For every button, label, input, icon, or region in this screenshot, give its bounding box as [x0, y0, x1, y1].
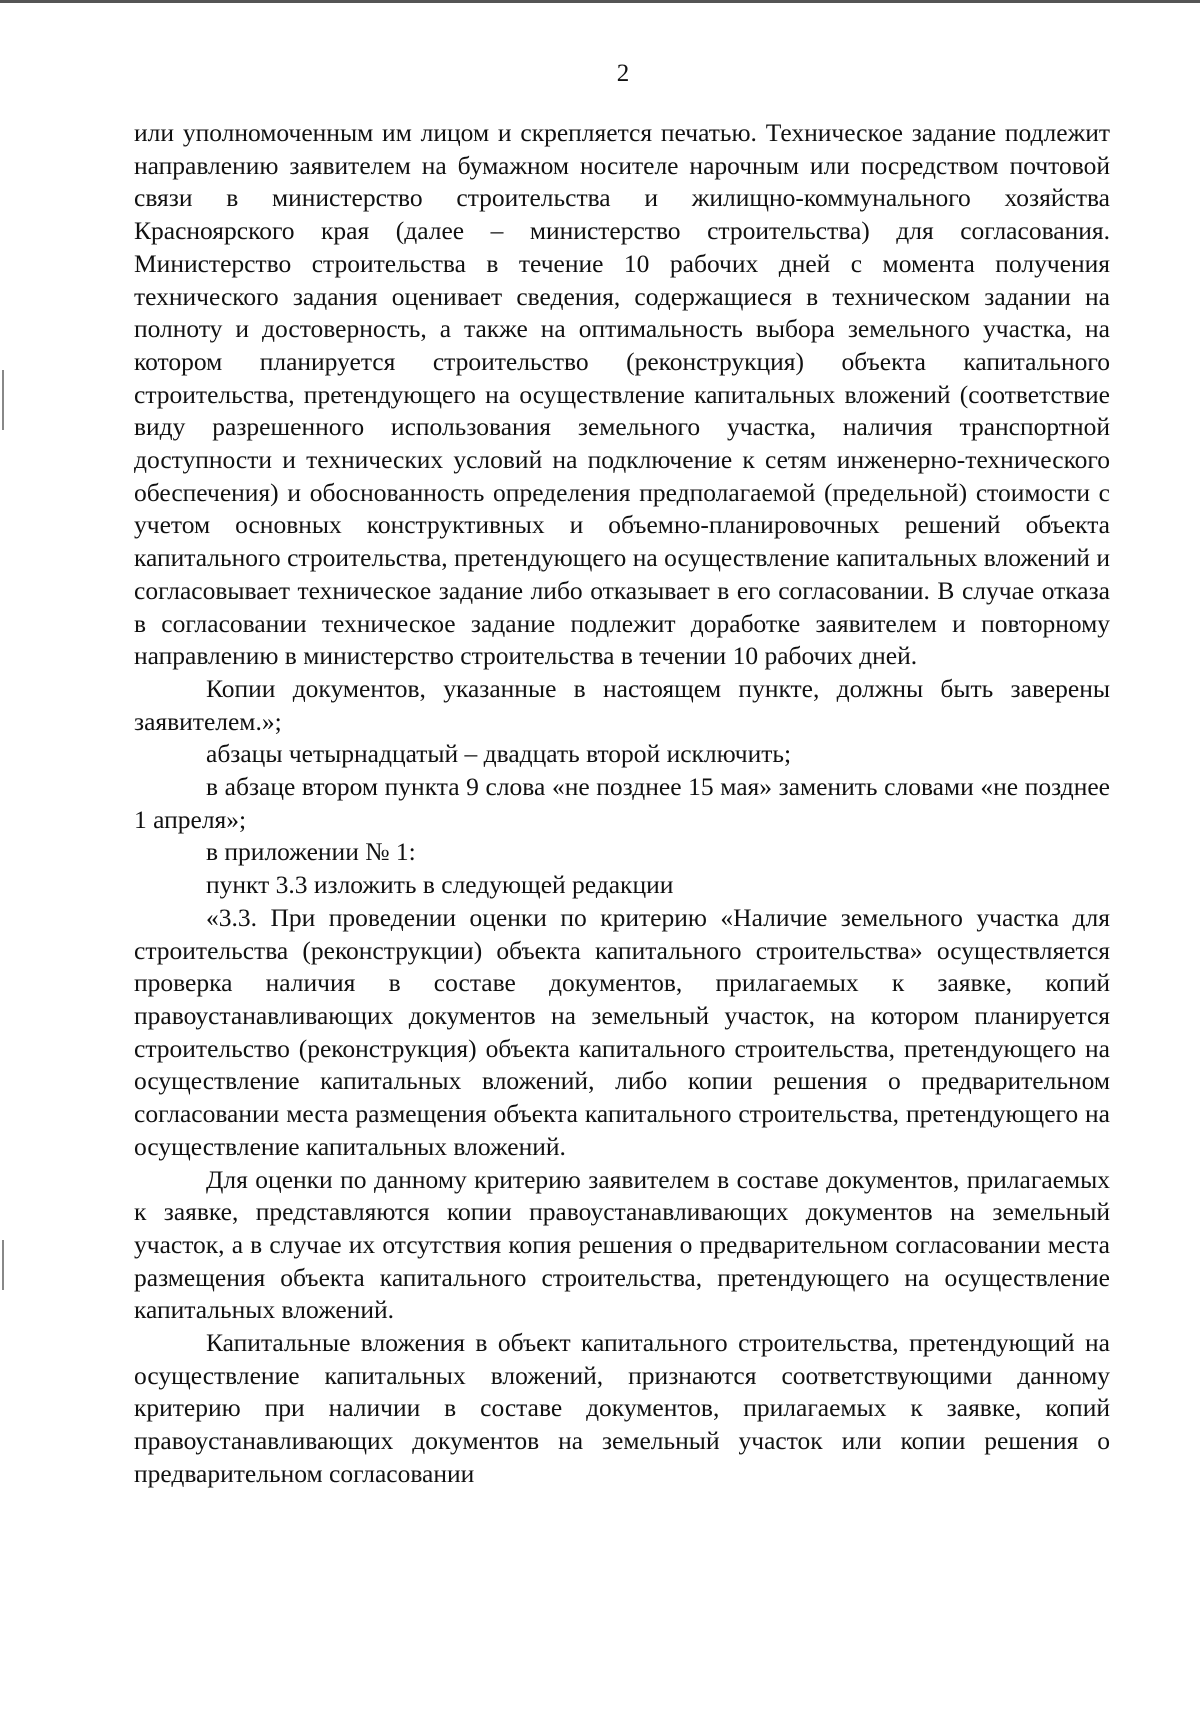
page-number: 2 — [616, 60, 630, 87]
scan-top-edge — [0, 0, 1200, 3]
scan-left-edge-mark — [2, 370, 4, 430]
paragraph-appendix-ref: в приложении № 1: — [206, 837, 416, 867]
document-body — [134, 117, 1110, 1491]
paragraph-exclude-clauses: абзацы четырнадцатый – двадцать второй исключить; — [206, 739, 792, 769]
paragraph-replace-deadline: в абзаце втором пункта 9 слова «не позднее 15 мая» заменить словами «не позднее 1 апреля»; — [134, 772, 1110, 834]
paragraph-clause-3-3: «3.3. При проведении оценки по критерию «Наличие земельного участка для строительства (реконструкции) объекта капитального строительства» осуществляется проверка наличия в составе документов, прилагаемых к заявке, копий правоустанавливающих документов на земельный участок, на котором планируется строительство (реконструкция) объекта капитального строительства, претендующего на осуществление капитальных вложений, либо копии решения о предварительном согласовании места размещения объекта капитального строительства, претендующего на осуществление капитальных вложений. — [134, 902, 1110, 1161]
paragraph-copies-certified: Копии документов, указанные в настоящем пункте, должны быть заверены заявителем.»; — [134, 673, 1110, 736]
paragraph-criterion-compliance: Капитальные вложения в объект капитального строительства, претендующий на осуществление капитальных вложений, признаются соответствующими данному критерию при наличии в составе документов, прилагаемых к заявке, копий правоустанавливающих документов на земельный участок или копии решения о предварительном согласовании — [134, 1328, 1110, 1488]
scan-left-edge-mark — [2, 1240, 4, 1290]
paragraph-assessment-docs: Для оценки по данному критерию заявителем в составе документов, прилагаемых к заявке, представляются копии правоустанавливающих документов на земельный участок, а в случае их отсутствия копия решения о предварительном согласовании места размещения объекта капитального строительства, претендующего на осуществление капитальных вложений. — [134, 1164, 1110, 1325]
paragraph-clause-intro: пункт 3.3 изложить в следующей редакции — [206, 870, 674, 900]
paragraph-continuation: или уполномоченным им лицом и скрепляется печатью. Техническое задание подлежит направлению заявителем на бумажном носителе нарочным или посредством почтовой связи в министерство строительства и жилищно-коммунального хозяйства Красноярского края (далее – министерство строительства) для согласования. Министерство строительства в течение 10 рабочих дней с момента получения технического задания оценивает сведения, содержащиеся в техническом задании на полноту и достоверность, а также на оптимальность выбора земельного участка, на котором планируется строительство (реконструкция) объекта капитального строительства, претендующего на осуществление капитальных вложений (соответствие виду разрешенного использования земельного участка, наличия транспортной доступности и технических условий на подключение к сетям инженерно-технического обеспечения) и обоснованность определения предполагаемой (предельной) стоимости с учетом основных конструктивных и объемно-планировочных решений объекта капитального строительства, претендующего на осуществление капитальных вложений и согласовывает техническое задание либо отказывает в его согласовании. В случае отказа в согласовании техническое задание подлежит доработке заявителем и повторному направлению в министерство строительства в течении 10 рабочих дней. — [134, 118, 1110, 671]
